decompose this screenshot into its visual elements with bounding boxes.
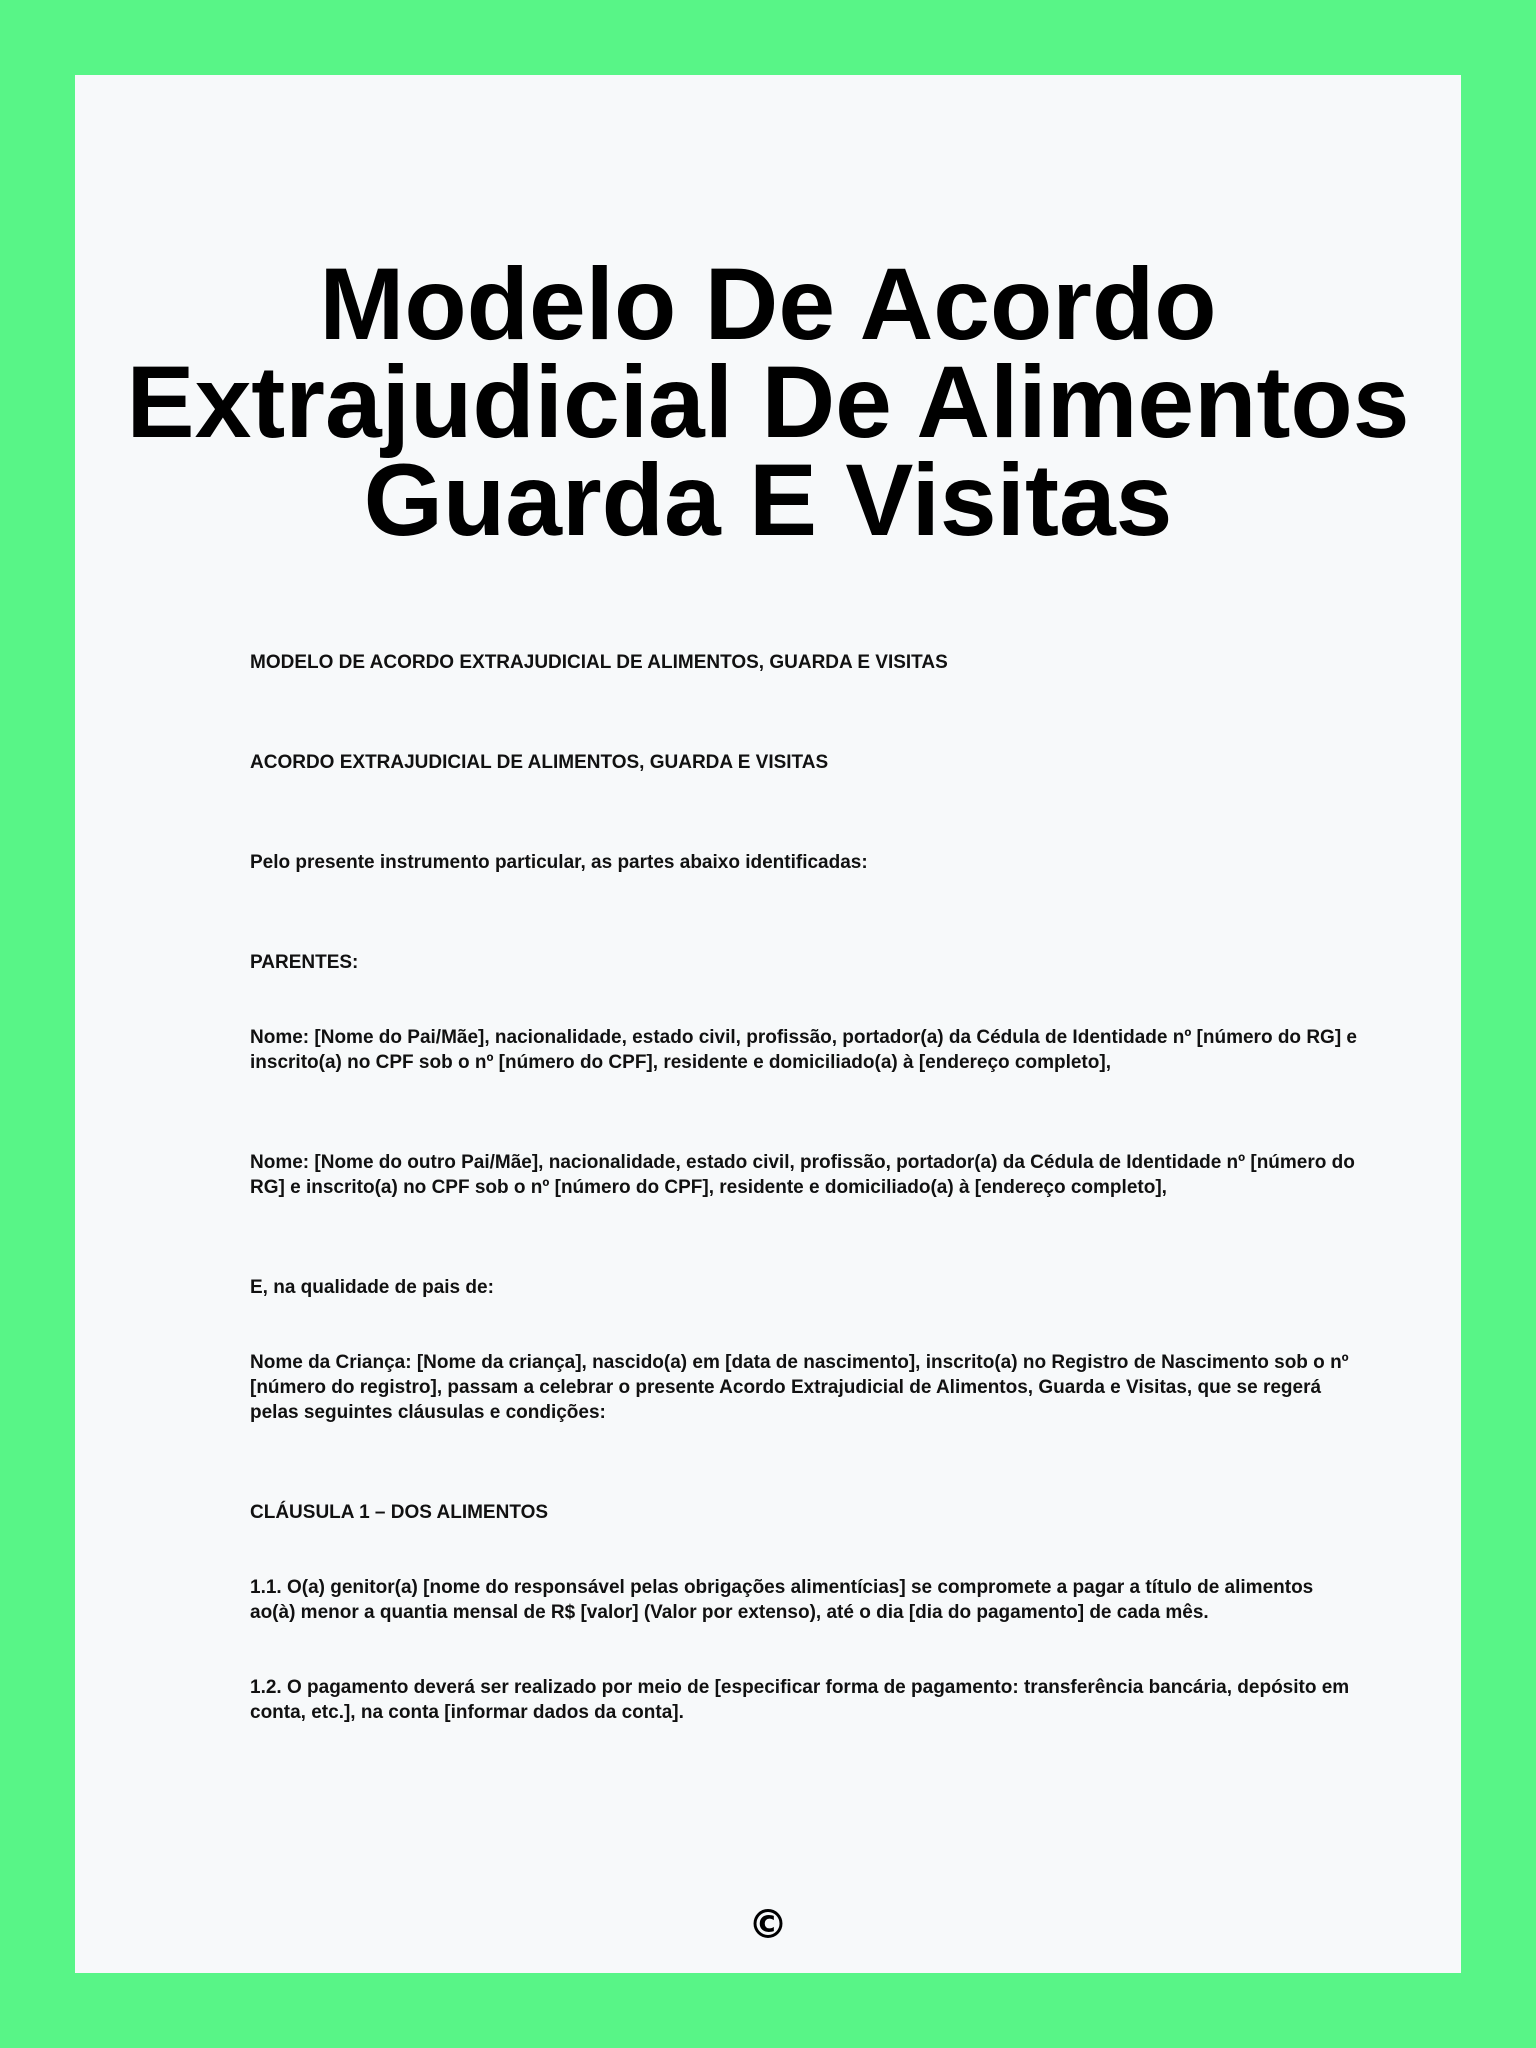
party-1-paragraph: Nome: [Nome do Pai/Mãe], nacionalidade, estado civil, profissão, portador(a) da Cédula de Identidade nº [número do RG] e inscrito(a) no CPF sob o nº [número do CPF], residente e domiciliado(a) à [endereço completo], — [250, 1027, 1357, 1073]
intro-paragraph: Pelo presente instrumento particular, as partes abaixo identificadas: — [250, 852, 868, 873]
document-page — [75, 75, 1461, 1973]
copyright-icon: © — [748, 1902, 788, 1948]
clause-1-1-paragraph: 1.1. O(a) genitor(a) [nome do responsável pelas obrigações alimentícias] se compromete a pagar a título de alimentos ao(à) menor a quantia mensal de R$ [valor] (Valor por extenso), até o dia [dia do pagamento] de cada mês. — [250, 1577, 1314, 1623]
parties-heading: PARENTES: — [250, 952, 359, 973]
agreement-heading: ACORDO EXTRAJUDICIAL DE ALIMENTOS, GUARDA E VISITAS — [250, 752, 829, 773]
parents-of-paragraph: E, na qualidade de pais de: — [250, 1277, 494, 1298]
document-heading: MODELO DE ACORDO EXTRAJUDICIAL DE ALIMENTOS, GUARDA E VISITAS — [250, 652, 948, 673]
party-2-paragraph: Nome: [Nome do outro Pai/Mãe], nacionalidade, estado civil, profissão, portador(a) da Cédula de Identidade nº [número do RG] e inscrito(a) no CPF sob o nº [número do CPF], residente e domiciliado(a) à [endereço completo], — [250, 1152, 1355, 1198]
document-title — [75, 247, 1461, 557]
title-line-3: Guarda E Visitas — [363, 443, 1173, 557]
title-line-2: Extrajudicial De Alimentos — [126, 345, 1410, 459]
child-paragraph: Nome da Criança: [Nome da criança], nascido(a) em [data de nascimento], inscrito(a) no Registro de Nascimento sob o nº [número do registro], passam a celebrar o presente Acordo Extrajudicial de Alimentos, Guarda e Visitas, que se regerá pelas seguintes cláusulas e condições: — [250, 1352, 1349, 1423]
document-body — [250, 650, 1360, 1725]
title-line-1: Modelo De Acordo — [319, 247, 1217, 361]
clause-1-2-paragraph: 1.2. O pagamento deverá ser realizado por meio de [especificar forma de pagamento: transferência bancária, depósito em conta, etc.], na conta [informar dados da conta]. — [250, 1677, 1350, 1723]
clause-1-heading: CLÁUSULA 1 – DOS ALIMENTOS — [250, 1502, 549, 1523]
